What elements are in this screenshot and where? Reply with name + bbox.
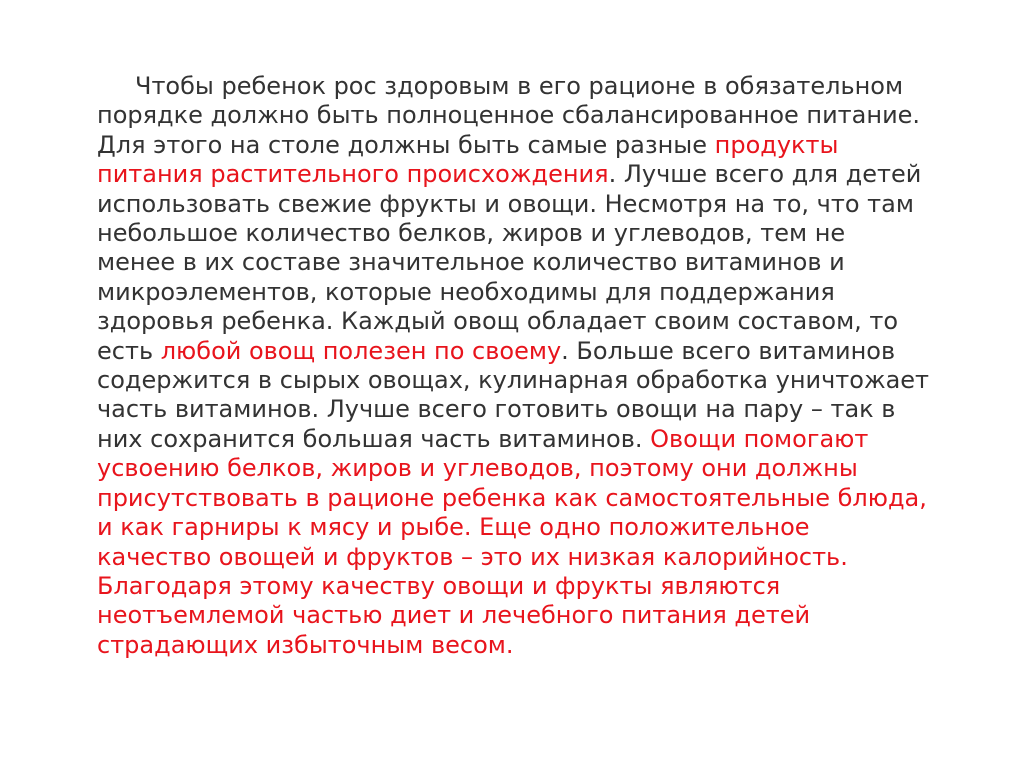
highlighted-text: усвоению белков, жиров и углеводов, поэтому они должны: [97, 454, 858, 483]
body-text: порядке должно быть полноценное сбалансированное питание.: [97, 101, 921, 130]
body-text: содержится в сырых овощах, кулинарная обработка уничтожает: [97, 366, 930, 395]
highlighted-text: качество овощей и фруктов – это их низкая калорийность.: [97, 542, 848, 571]
body-text: здоровья ребенка. Каждый овощ обладает своим составом, то: [97, 307, 899, 336]
text-line: [97, 454, 977, 483]
text-line: [97, 337, 977, 366]
body-text: использовать свежие фрукты и овощи. Несмотря на то, что там: [97, 189, 914, 218]
highlighted-text: Благодаря этому качеству овощи и фрукты являются: [97, 571, 781, 600]
text-line: [97, 219, 977, 248]
body-text: часть витаминов. Лучше всего готовить овощи на пару – так в: [97, 395, 896, 424]
body-text: . Лучше всего для детей: [608, 160, 922, 189]
highlighted-text: любой овощ полезен по своему: [160, 336, 562, 365]
text-line: [97, 101, 977, 130]
text-line: [97, 631, 977, 660]
text-line: [97, 484, 977, 513]
body-text: есть: [97, 336, 161, 365]
body-text: менее в их составе значительное количество витаминов и: [97, 248, 845, 277]
highlighted-text: неотъемлемой частью диет и лечебного питания детей: [97, 601, 811, 630]
text-line: [97, 72, 977, 101]
text-line: [97, 543, 977, 572]
highlighted-text: и как гарниры к мясу и рыбе. Еще одно положительное: [97, 513, 810, 542]
body-text: микроэлементов, которые необходимы для поддержания: [97, 277, 835, 306]
text-line: [97, 160, 977, 189]
body-text: небольшое количество белков, жиров и углеводов, тем не: [97, 219, 846, 248]
body-text: них сохранится большая часть витаминов.: [97, 424, 651, 453]
highlighted-text: страдающих избыточным весом.: [97, 630, 514, 659]
text-line: [97, 190, 977, 219]
text-line: [97, 601, 977, 630]
text-line: [97, 366, 977, 395]
highlighted-text: питания растительного происхождения: [97, 160, 609, 189]
body-text: Чтобы ребенок рос здоровым в его рационе в обязательном: [135, 72, 904, 100]
text-line: [97, 425, 977, 454]
highlighted-text: продукты: [714, 130, 839, 159]
text-block: [97, 72, 977, 660]
text-line: [97, 572, 977, 601]
text-line: [97, 131, 977, 160]
text-line: [97, 248, 977, 277]
text-line: [97, 278, 977, 307]
body-text: Для этого на столе должны быть самые разные: [97, 130, 715, 159]
highlighted-text: Овощи помогают: [650, 424, 869, 453]
highlighted-text: присутствовать в рационе ребенка как самостоятельные блюда,: [97, 483, 927, 512]
text-line: [97, 307, 977, 336]
text-line: [97, 395, 977, 424]
text-line: [97, 513, 977, 542]
body-text: . Больше всего витаминов: [561, 336, 896, 365]
